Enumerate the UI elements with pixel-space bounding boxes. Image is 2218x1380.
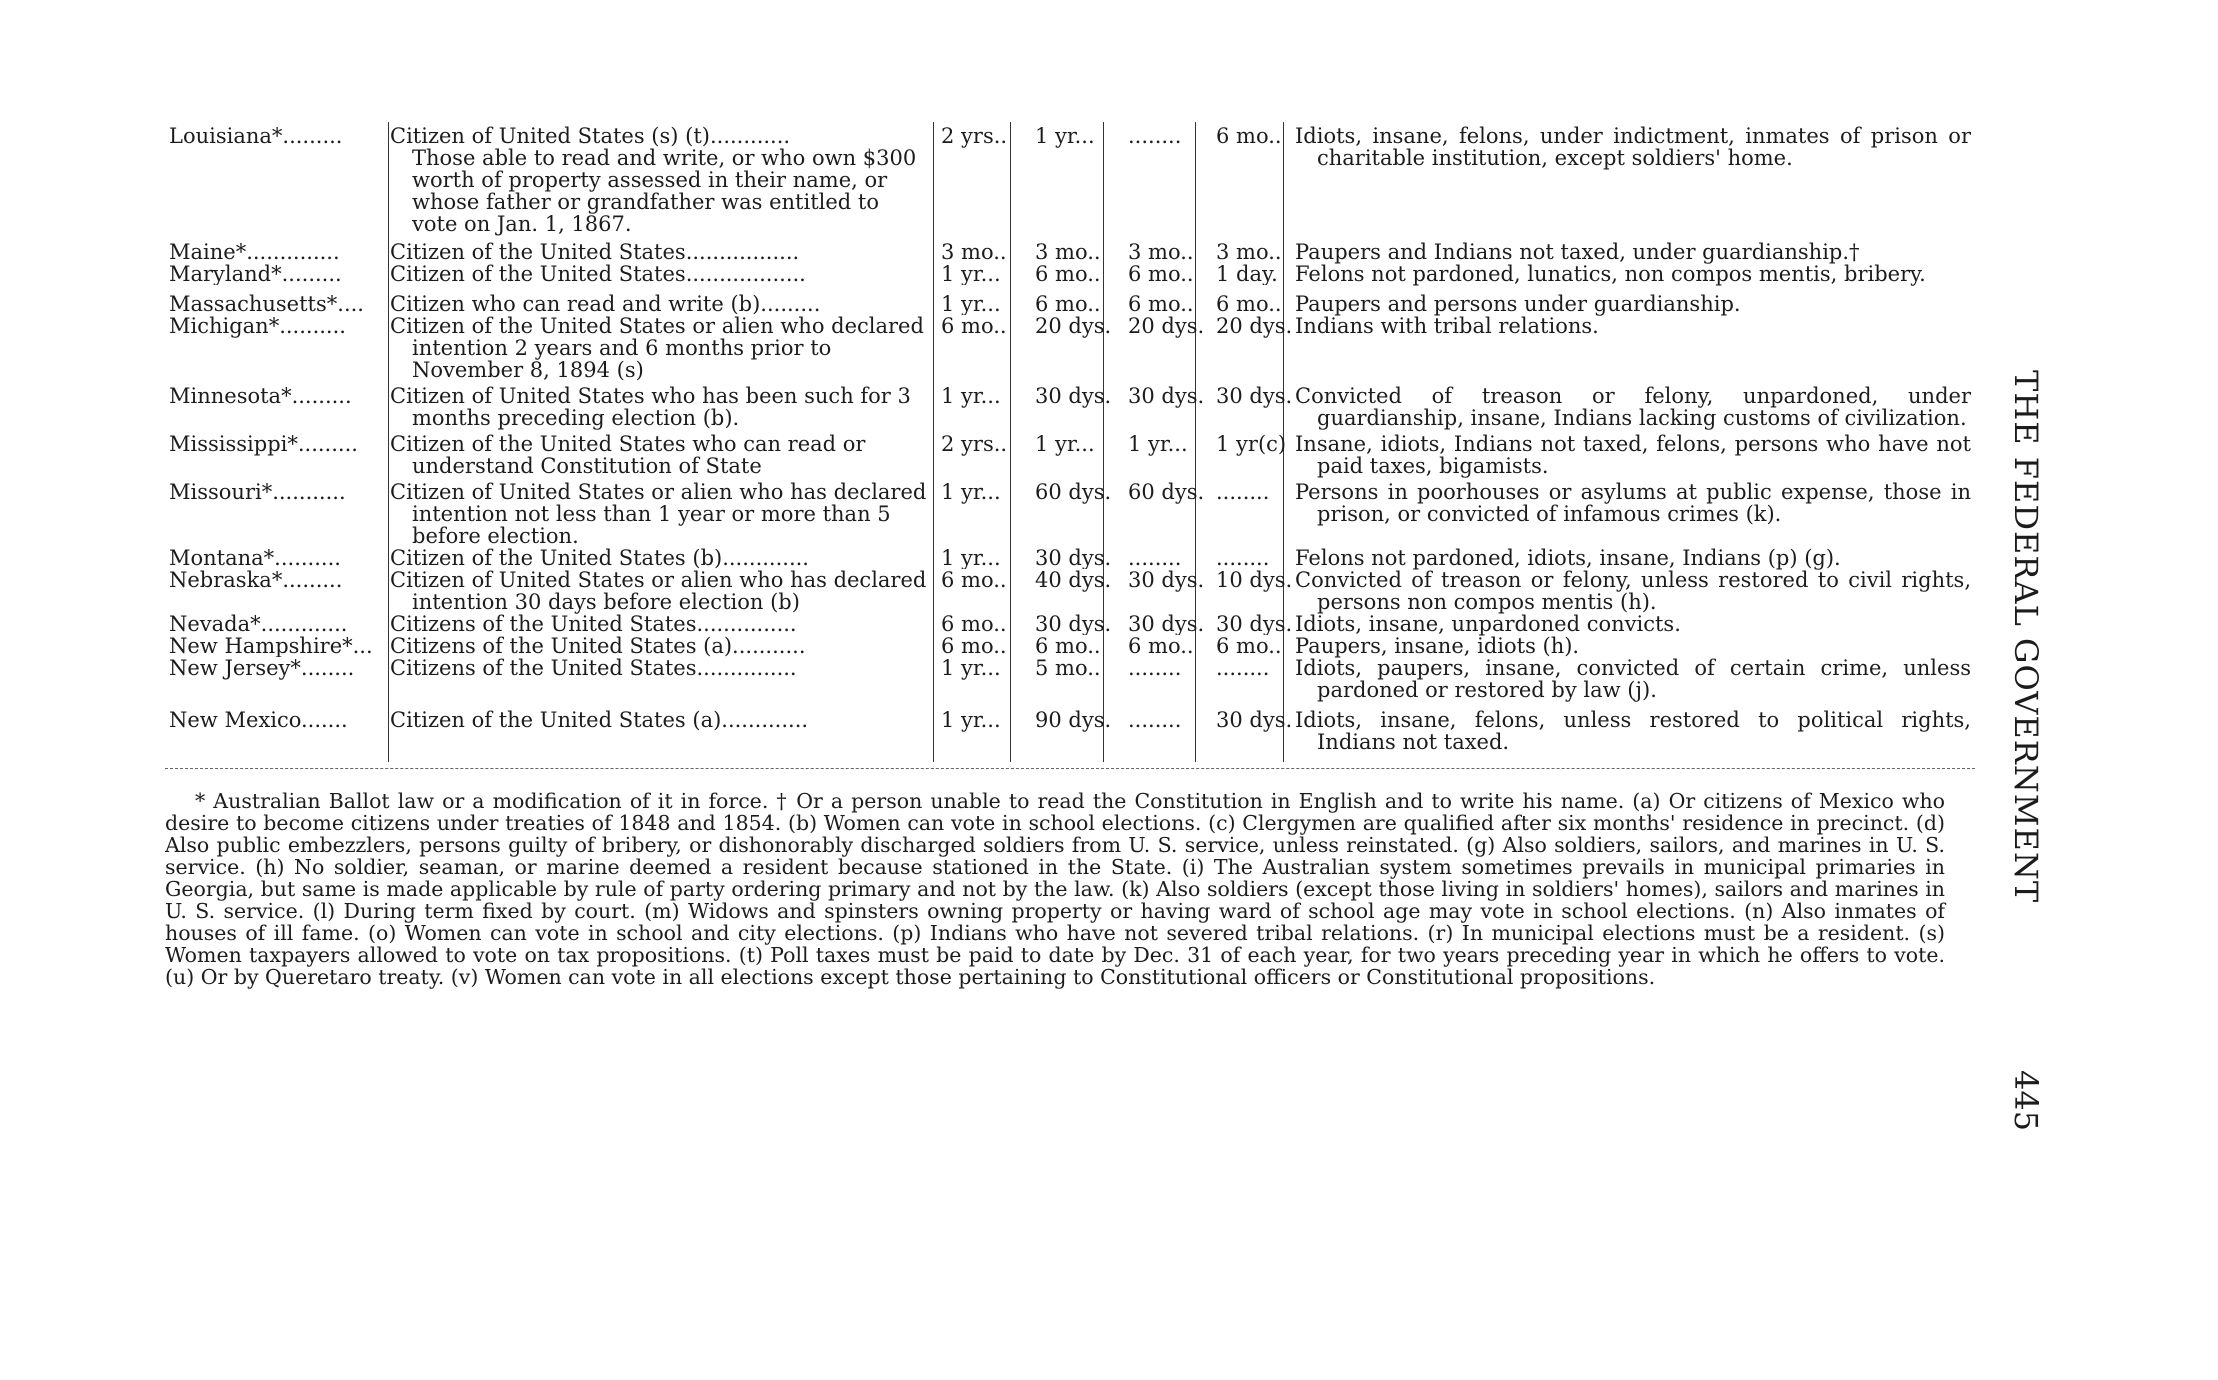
residence-state: 6 mo..	[941, 635, 1007, 657]
qualification-cell	[390, 709, 935, 753]
qualification-text: Citizens of the United States...............	[390, 612, 797, 636]
exclusions-text: Persons in poorhouses or asylums at public expense, those in prison, or convicted of infamous crimes (k).	[1295, 480, 1971, 526]
table-row	[165, 263, 1975, 285]
residence-precinct: ........	[1216, 657, 1270, 680]
residence-town: 1 yr...	[1128, 433, 1188, 456]
state-name: Missouri*...........	[169, 481, 346, 504]
table-row	[165, 709, 1975, 753]
residence-state: 1 yr...	[941, 547, 1001, 569]
table-row	[165, 433, 1975, 477]
table-bottom-rule	[165, 768, 1975, 769]
residence-county: 30 dys.	[1035, 547, 1112, 569]
qualification-cell	[390, 481, 935, 547]
residence-state: 6 mo..	[941, 613, 1007, 635]
residence-county: 20 dys.	[1035, 315, 1112, 338]
table-row	[165, 315, 1975, 381]
residence-state: 1 yr...	[941, 481, 1001, 504]
residence-county: 30 dys.	[1035, 385, 1112, 408]
residence-town: 30 dys.	[1128, 385, 1205, 408]
qualification-cell	[390, 241, 935, 263]
residence-town: 3 mo..	[1128, 241, 1194, 263]
state-name: Montana*..........	[169, 547, 341, 569]
residence-town: ........	[1128, 125, 1182, 148]
exclusions-text: Idiots, insane, unpardoned convicts.	[1295, 612, 1681, 636]
residence-precinct: ........	[1216, 481, 1270, 504]
qualification-text: Citizen of the United States or alien who declared intention 2 years and 6 months prior to November 8, 1894 (s)	[390, 314, 924, 382]
residence-county: 60 dys.	[1035, 481, 1112, 504]
residence-county: 6 mo..	[1035, 293, 1101, 315]
residence-county: 40 dys.	[1035, 569, 1112, 592]
qualification-text: Citizen of the United States who can read or understand Constitution of State	[390, 432, 866, 478]
qualification-text: Citizens of the United States (a)...........	[390, 634, 806, 658]
table-row	[165, 547, 1975, 569]
residence-precinct: 10 dys.	[1216, 569, 1293, 592]
table-row	[165, 385, 1975, 429]
residence-state: 1 yr...	[941, 709, 1001, 732]
qualification-cell	[390, 657, 935, 701]
qualification-cell	[390, 547, 935, 569]
qualification-text: Citizen of the United States (a).............	[390, 708, 809, 732]
state-name: Nebraska*.........	[169, 569, 343, 592]
exclusions-text: Idiots, paupers, insane, convicted of certain crime, unless pardoned or restored by law (j).	[1295, 656, 1971, 702]
residence-county: 6 mo..	[1035, 635, 1101, 657]
residence-state: 1 yr...	[941, 385, 1001, 408]
residence-precinct: 20 dys.	[1216, 315, 1293, 338]
residence-town: 30 dys.	[1128, 569, 1205, 592]
residence-state: 1 yr...	[941, 263, 1001, 285]
suffrage-table	[165, 125, 1975, 753]
residence-precinct: 3 mo..	[1216, 241, 1282, 263]
qualification-text: Citizen of United States or alien who has declared intention 30 days before election (b)	[390, 568, 927, 614]
residence-state: 1 yr...	[941, 657, 1001, 680]
qualification-text: Citizen of the United States (b).............	[390, 546, 809, 570]
residence-state: 6 mo..	[941, 569, 1007, 592]
residence-town: 6 mo..	[1128, 293, 1194, 315]
residence-county: 1 yr...	[1035, 433, 1095, 456]
qualification-cell	[390, 385, 935, 429]
table-row	[165, 125, 1975, 235]
residence-precinct: 6 mo..	[1216, 125, 1282, 148]
qualification-alt-text: Those able to read and write, or who own $300 worth of property assessed in their name, or whose father or grandfather was entitled to vote on Jan. 1, 1867.	[412, 146, 917, 236]
exclusions-text: Paupers and persons under guardianship.	[1295, 292, 1741, 316]
residence-town: ........	[1128, 547, 1182, 569]
qualification-cell	[390, 433, 935, 477]
residence-county: 5 mo..	[1035, 657, 1101, 680]
table-row	[165, 613, 1975, 635]
qualification-text: Citizen of United States or alien who has declared intention not less than 1 year or more than 5 before election.	[390, 480, 927, 548]
table-row	[165, 635, 1975, 657]
residence-precinct: 30 dys.	[1216, 613, 1293, 635]
residence-town: 60 dys.	[1128, 481, 1205, 504]
qualification-cell	[390, 125, 935, 235]
residence-town: 30 dys.	[1128, 613, 1205, 635]
residence-state: 3 mo..	[941, 241, 1007, 263]
state-name: Maine*..............	[169, 241, 340, 263]
state-name: Nevada*.............	[169, 613, 348, 635]
exclusions-text: Felons not pardoned, lunatics, non compos mentis, bribery.	[1295, 262, 1926, 286]
residence-precinct: 30 dys.	[1216, 709, 1293, 732]
qualification-text: Citizen of United States (s) (t)............	[390, 124, 791, 148]
table-row	[165, 241, 1975, 263]
state-name: Michigan*..........	[169, 315, 346, 338]
qualification-cell	[390, 315, 935, 381]
residence-town: 6 mo..	[1128, 635, 1194, 657]
table-row	[165, 293, 1975, 315]
running-head: THE FEDERAL GOVERNMENT	[2007, 370, 2045, 904]
state-name: New Mexico.......	[169, 709, 348, 732]
table-row	[165, 569, 1975, 613]
state-name: Louisiana*.........	[169, 125, 343, 148]
residence-state: 2 yrs..	[941, 433, 1008, 456]
qualification-text: Citizens of the United States...............	[390, 656, 797, 680]
residence-county: 6 mo..	[1035, 263, 1101, 285]
residence-state: 1 yr...	[941, 293, 1001, 315]
exclusions-text: Insane, idiots, Indians not taxed, felons, persons who have not paid taxes, bigamists.	[1295, 432, 1971, 478]
table-row	[165, 657, 1975, 701]
state-name: Minnesota*.........	[169, 385, 352, 408]
state-name: New Hampshire*...	[169, 635, 373, 657]
exclusions-text: Indians with tribal relations.	[1295, 314, 1599, 338]
exclusions-text: Convicted of treason or felony, unpardoned, under guardianship, insane, Indians lacking customs of civilization.	[1295, 384, 1971, 430]
residence-precinct: 30 dys.	[1216, 385, 1293, 408]
qualification-cell	[390, 635, 935, 657]
residence-county: 90 dys.	[1035, 709, 1112, 732]
residence-county: 30 dys.	[1035, 613, 1112, 635]
residence-precinct: 6 mo..	[1216, 293, 1282, 315]
exclusions-text: Idiots, insane, felons, unless restored to political rights, Indians not taxed.	[1295, 708, 1971, 754]
state-name: Massachusetts*....	[169, 293, 364, 315]
residence-precinct: ........	[1216, 547, 1270, 569]
qualification-text: Citizen who can read and write (b).........	[390, 292, 821, 316]
qualification-text: Citizen of United States who has been such for 3 months preceding election (b).	[390, 384, 911, 430]
residence-town: 6 mo..	[1128, 263, 1194, 285]
table-row	[165, 481, 1975, 547]
qualification-cell	[390, 263, 935, 285]
residence-state: 2 yrs..	[941, 125, 1008, 148]
residence-county: 1 yr...	[1035, 125, 1095, 148]
residence-precinct: 6 mo..	[1216, 635, 1282, 657]
state-name: Maryland*.........	[169, 263, 342, 285]
exclusions-text: Convicted of treason or felony, unless restored to civil rights, persons non compos mentis (h).	[1295, 568, 1971, 614]
qualification-cell	[390, 613, 935, 635]
exclusions-text: Paupers and Indians not taxed, under guardianship.†	[1295, 240, 1860, 264]
qualification-cell	[390, 293, 935, 315]
residence-town: ........	[1128, 709, 1182, 732]
residence-precinct: 1 day.	[1216, 263, 1278, 285]
qualification-cell	[390, 569, 935, 613]
exclusions-text: Felons not pardoned, idiots, insane, Indians (p) (g).	[1295, 546, 1841, 570]
residence-precinct: 1 yr(c)	[1216, 433, 1287, 456]
state-name: New Jersey*........	[169, 657, 355, 680]
residence-state: 6 mo..	[941, 315, 1007, 338]
residence-town: ........	[1128, 657, 1182, 680]
footnotes	[165, 790, 1945, 988]
residence-town: 20 dys.	[1128, 315, 1205, 338]
state-name: Mississippi*.........	[169, 433, 358, 456]
page-number: 445	[2007, 1070, 2045, 1132]
exclusions-text: Paupers, insane, idiots (h).	[1295, 634, 1580, 658]
qualification-text: Citizen of the United States..................	[390, 262, 806, 286]
footnotes-text: * Australian Ballot law or a modification of it in force. † Or a person unable to read the Constitution in English and to write his name. (a) Or citizens of Mexico who desire to become citizens under treaties of 1848 and 1854. (b) Women can vote in school elections. (c) Clergymen are qualified after six months' residence in precinct. (d) Also public embezzlers, persons guilty of bribery, or dishonorably discharged soldiers from U. S. service, unless reinstated. (g) Also soldiers, sailors, and marines in U. S. service. (h) No soldier, seaman, or marine deemed a resident because stationed in the State. (i) The Australian system sometimes prevails in municipal primaries in Georgia, but same is made applicable by rule of party ordering primary and not by the law. (k) Also soldiers (except those living in soldiers' homes), sailors and marines in U. S. service. (l) During term fixed by court. (m) Widows and spinsters owning property or having ward of school age may vote in school elections. (n) Also inmates of houses of ill fame. (o) Women can vote in school and city elections. (p) Indians who have not severed tribal relations. (r) In municipal elections must be a resident. (s) Women taxpayers allowed to vote on tax propositions. (t) Poll taxes must be paid to date by Dec. 31 of each year, for two years preceding year in which he offers to vote. (u) Or by Queretaro treaty. (v) Women can vote in all elections except those pertaining to Constitutional officers or Constitutional propositions.	[165, 789, 1945, 989]
exclusions-text: Idiots, insane, felons, under indictment, inmates of prison or charitable institution, except soldiers' home.	[1295, 124, 1971, 170]
qualification-text: Citizen of the United States.................	[390, 240, 800, 264]
residence-county: 3 mo..	[1035, 241, 1101, 263]
